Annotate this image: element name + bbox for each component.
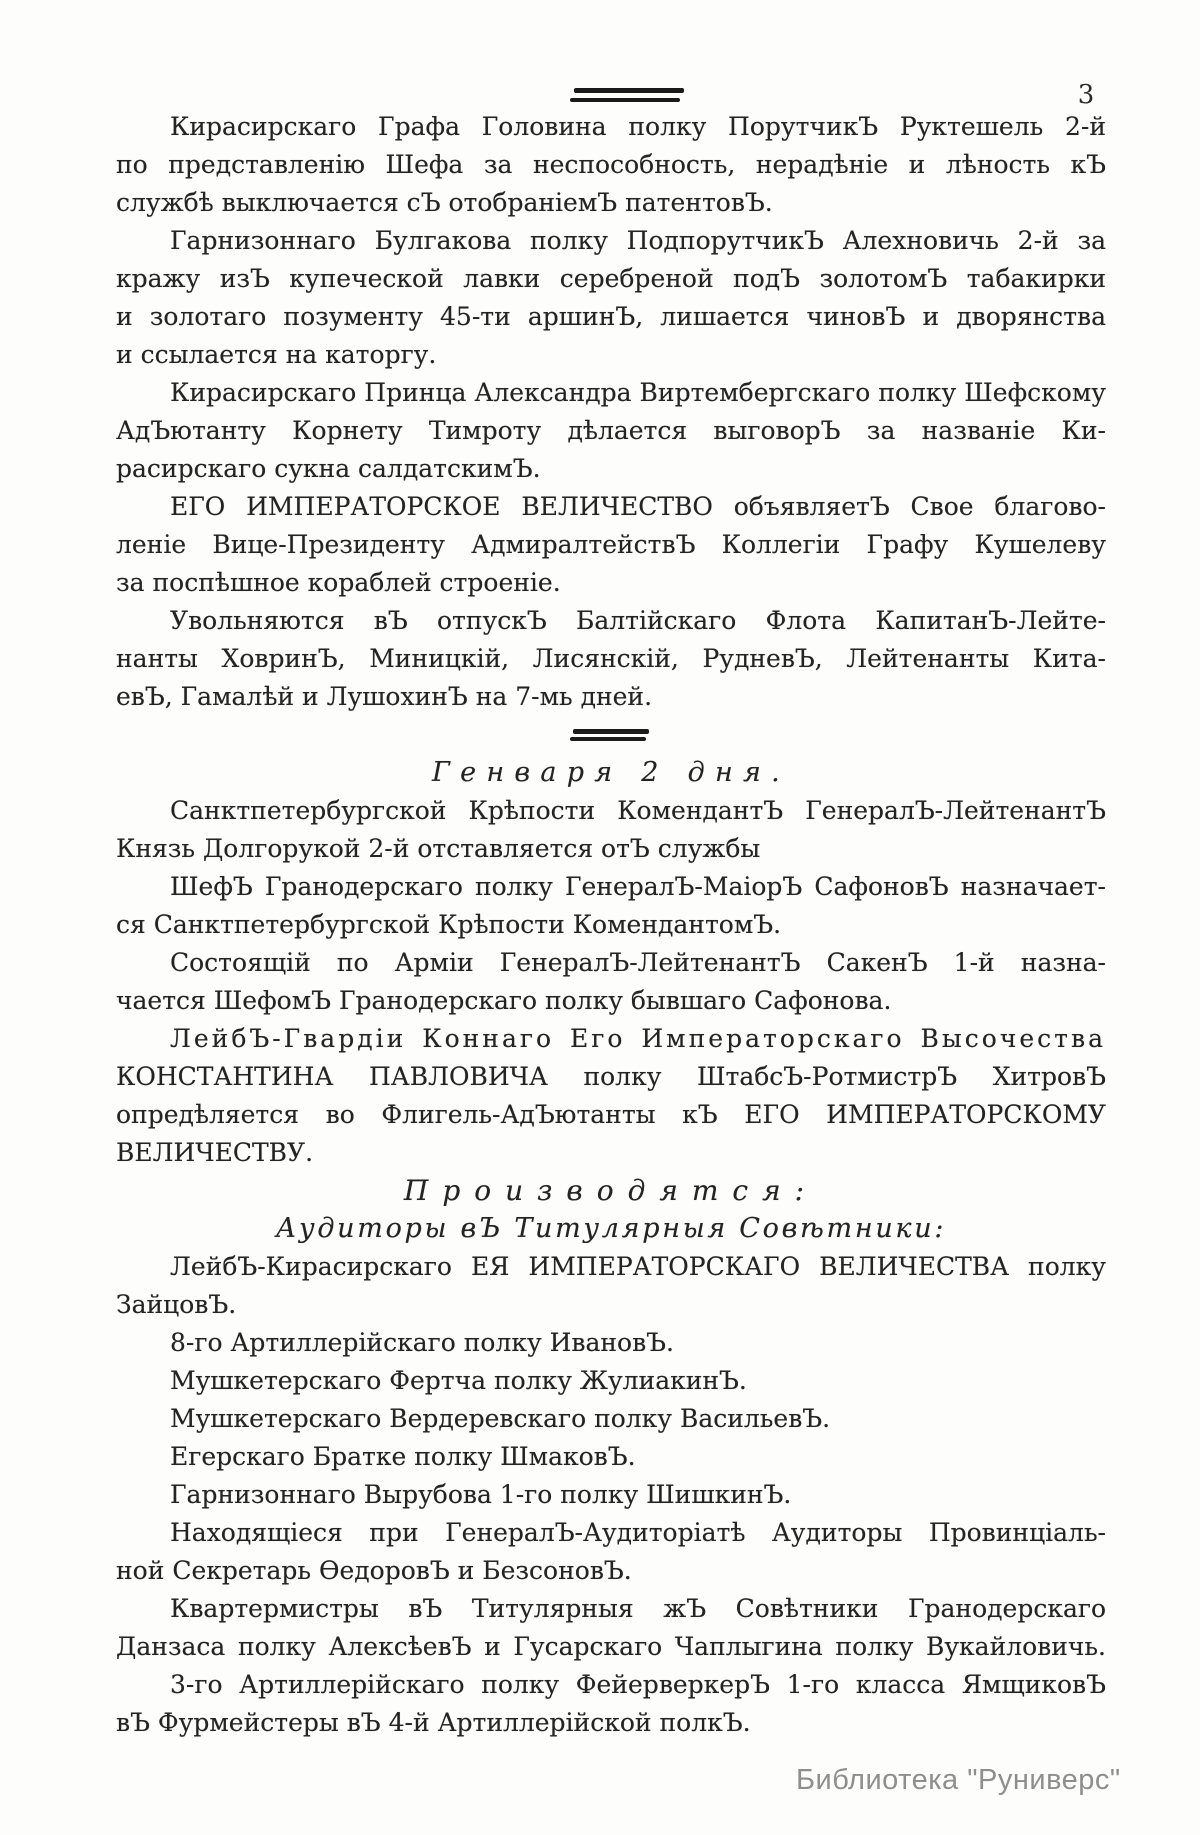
section-heading-sub: Аудиторы вЪ Титулярныя Совѣтники:: [275, 1213, 947, 1244]
text-line: кражу изЪ купеческой лавки серебреной подЪ золотомЪ табакирки: [116, 264, 1106, 293]
text-line: Гарнизоннаго Булгакова полку ПодпорутчикЪ Алехновичь 2-й за: [170, 226, 1106, 255]
text-line: опредѣляется во Флигель-АдЪютанты кЪ ЕГО ИМПЕРАТОРСКОМУ: [116, 1100, 1106, 1129]
text-line: Данзаса полку АлексѣевЪ и Гусарскаго Чаплыгина полку Вукайловичь.: [116, 1632, 1106, 1661]
paragraph: [116, 222, 1106, 374]
header-double-rule: [574, 88, 684, 102]
paragraph: [116, 108, 1106, 222]
text-line: Князь Долгорукой 2-й отставляется отЪ службы: [116, 834, 761, 863]
text-line: ВЕЛИЧЕСТВУ.: [116, 1138, 314, 1167]
library-watermark: Библиотека "Руниверс": [796, 1764, 1121, 1796]
paragraph: [116, 868, 1106, 944]
paragraph: [116, 1590, 1106, 1666]
header-rule-bar: [574, 88, 684, 93]
text-line: и золотаго позументу 45-ти аршинЪ, лишается чиновЪ и дворянства: [116, 302, 1106, 331]
text-line: Квартермистры вЪ Титулярныя жЪ Совѣтники Гранодерскаго: [170, 1594, 1106, 1623]
paragraph: [116, 1476, 1106, 1514]
text-line: Егерскаго Братке полку ШмаковЪ.: [170, 1442, 636, 1471]
text-line: ЗайцовЪ.: [116, 1290, 237, 1319]
text-line: Мушкетерскаго Фертча полку ЖулиакинЪ.: [170, 1366, 747, 1395]
paragraph: [116, 792, 1106, 868]
text-line: Мушкетерскаго Вердеревскаго полку ВасильевЪ.: [170, 1404, 831, 1433]
paragraph: [116, 602, 1106, 716]
text-line: ШефЪ Гранодерскаго полку ГенералЪ-МаіорЪ СафоновЪ назначает-: [170, 872, 1106, 901]
text-line: ЛейбЪ-Гвардіи Коннаго Его Императорскаго Высочества: [170, 1024, 1106, 1053]
paragraph: [116, 1324, 1106, 1362]
text-line: службѣ выключается сЪ отобраніемЪ патентовЪ.: [116, 188, 773, 217]
text-line: вЪ Фурмейстеры вЪ 4-й Артиллерійской полкЪ.: [116, 1708, 751, 1737]
divider-bar: [573, 729, 649, 734]
divider-bar: [570, 737, 646, 741]
text-line: Санктпетербургской Крѣпости КомендантЪ ГенералЪ-ЛейтенантЪ: [170, 796, 1106, 825]
paragraph: [116, 1514, 1106, 1590]
paragraph: [116, 944, 1106, 1020]
text-line: чается ШефомЪ Гранодерскаго полку бывшаго Сафонова.: [116, 986, 892, 1015]
document-text-column: [116, 108, 1106, 1742]
text-line: леніе Вице-Президенту АдмиралтействЪ Коллегіи Графу Кушелеву: [116, 530, 1106, 559]
text-line: ЛейбЪ-Кирасирскаго ЕЯ ИМПЕРАТОРСКАГО ВЕЛИЧЕСТВА полку: [170, 1252, 1106, 1281]
text-line: нанты ХовринЪ, Миницкій, Лисянскій, РудневЪ, Лейтенанты Кита-: [116, 644, 1106, 673]
text-line: 8-го Артиллерійскаго полку ИвановЪ.: [170, 1328, 674, 1357]
divider-bars: [573, 729, 649, 741]
paragraph: [116, 488, 1106, 602]
paragraph: [116, 1400, 1106, 1438]
text-line: ЕГО ИМПЕРАТОРСКОЕ ВЕЛИЧЕСТВО объявляетЪ Свое благово-: [170, 492, 1106, 521]
text-line: Увольняются вЪ отпускЪ Балтійскаго Флота КапитанЪ-Лейте-: [170, 606, 1106, 635]
paragraph: [116, 1666, 1106, 1742]
text-line: КОНСТАНТИНА ПАВЛОВИЧА полку ШтабсЪ-РотмистрЪ ХитровЪ: [116, 1062, 1106, 1091]
text-line: Гарнизоннаго Вырубова 1-го полку ШишкинЪ.: [170, 1480, 792, 1509]
text-line: и ссылается на каторгу.: [116, 340, 437, 369]
text-line: Состоящій по Арміи ГенералЪ-ЛейтенантЪ СакенЪ 1-й назна-: [170, 948, 1106, 977]
paragraph: [116, 1438, 1106, 1476]
text-line: евЪ, Гамалѣй и ЛушохинЪ на 7-мь дней.: [116, 682, 653, 711]
page-number: 3: [1077, 80, 1095, 110]
paragraph: [116, 374, 1106, 488]
text-line: расирскаго сукна салдатскимЪ.: [116, 454, 541, 483]
text-line: по представленію Шефа за неспособность, нерадѣніе и лѣность кЪ: [116, 150, 1106, 179]
paragraph: [116, 1248, 1106, 1324]
header-rule-bar: [570, 98, 680, 102]
section-heading-produced: Производятся:: [403, 1174, 819, 1207]
text-line: за поспѣшное кораблей строеніе.: [116, 568, 561, 597]
text-line: 3-го Артиллерійскаго полку ФейерверкерЪ 1-го класса ЯмщиковЪ: [170, 1670, 1106, 1699]
text-line: Находящіеся при ГенералЪ-Аудиторіатѣ Аудиторы Провинціаль-: [170, 1518, 1106, 1547]
section-divider-rule: [116, 716, 1106, 754]
paragraph: [116, 1362, 1106, 1400]
section-heading-date: Генваря 2 дня.: [432, 757, 790, 788]
text-line: Кирасирскаго Графа Головина полку ПорутчикЪ Руктешель 2-й: [170, 112, 1106, 141]
paragraph: [116, 1020, 1106, 1172]
text-line: ся Санктпетербургской Крѣпости КомендантомЪ.: [116, 910, 782, 939]
text-line: АдЪютанту Корнету Тимроту дѣлается выговорЪ за названіе Ки-: [116, 416, 1106, 445]
text-line: Кирасирскаго Принца Александра Виртембергскаго полку Шефскому: [170, 378, 1106, 407]
text-line: ной Секретарь ѲедоровЪ и БезсоновЪ.: [116, 1556, 632, 1585]
